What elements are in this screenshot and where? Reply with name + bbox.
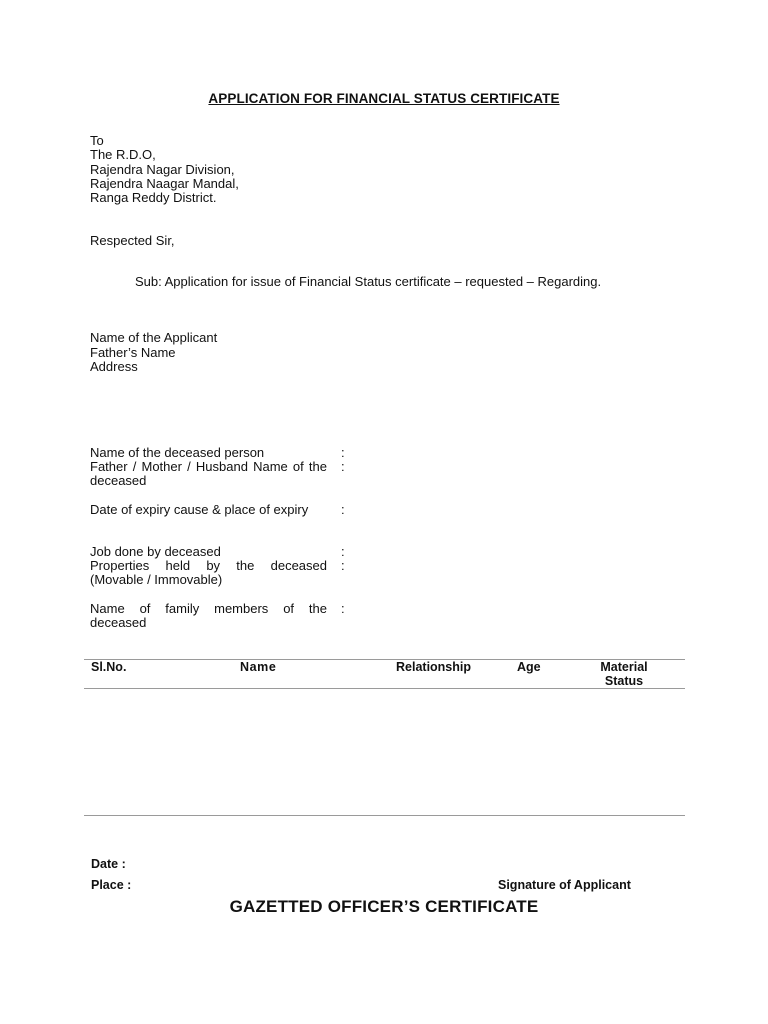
salutation: Respected Sir, bbox=[90, 233, 175, 248]
expiry-details-label: Date of expiry cause & place of expiry bbox=[90, 502, 309, 517]
family-members-label: Name of family members of the deceased bbox=[90, 601, 327, 631]
column-header-age: Age bbox=[517, 660, 541, 674]
father-name-label: Father’s Name bbox=[90, 344, 176, 360]
signature-label: Signature of Applicant bbox=[498, 878, 631, 892]
field-colon: : bbox=[341, 601, 345, 616]
field-colon: : bbox=[341, 459, 345, 474]
applicant-fields bbox=[90, 331, 217, 375]
column-header-relationship: Relationship bbox=[396, 660, 472, 674]
subject-line: Sub: Application for issue of Financial Status certificate – requested – Regarding. bbox=[135, 274, 602, 289]
deceased-parent-label: Father / Mother / Husband Name of the deceased bbox=[90, 459, 327, 489]
address-line: The R.D.O, bbox=[90, 147, 156, 163]
recipient-address bbox=[90, 134, 239, 205]
address-line: Ranga Reddy District. bbox=[90, 190, 217, 206]
table-bottom-border bbox=[84, 815, 685, 816]
applicant-name-label: Name of the Applicant bbox=[90, 330, 218, 345]
gazetted-officer-heading: GAZETTED OFFICER’S CERTIFICATE bbox=[229, 897, 539, 916]
field-colon: : bbox=[341, 544, 345, 559]
column-header-slno: Sl.No. bbox=[91, 660, 127, 674]
column-header-name: Name bbox=[240, 660, 277, 674]
column-header-material-status: Material Status bbox=[600, 660, 648, 688]
field-colon: : bbox=[341, 445, 345, 460]
table-header-border bbox=[84, 688, 685, 689]
field-colon: : bbox=[341, 502, 345, 517]
address-line: Rajendra Naagar Mandal, bbox=[90, 175, 239, 191]
job-label: Job done by deceased bbox=[90, 544, 221, 559]
address-line: Rajendra Nagar Division, bbox=[90, 161, 235, 177]
properties-label: Properties held by the deceased (Movable / Immovable) bbox=[90, 558, 327, 588]
place-label: Place : bbox=[91, 878, 132, 892]
field-colon: : bbox=[341, 558, 345, 573]
address-label: Address bbox=[90, 359, 138, 374]
deceased-name-label: Name of the deceased person bbox=[90, 445, 265, 460]
document-title: APPLICATION FOR FINANCIAL STATUS CERTIFICATE bbox=[208, 91, 560, 106]
date-label: Date : bbox=[91, 857, 126, 871]
address-line: To bbox=[90, 133, 104, 148]
